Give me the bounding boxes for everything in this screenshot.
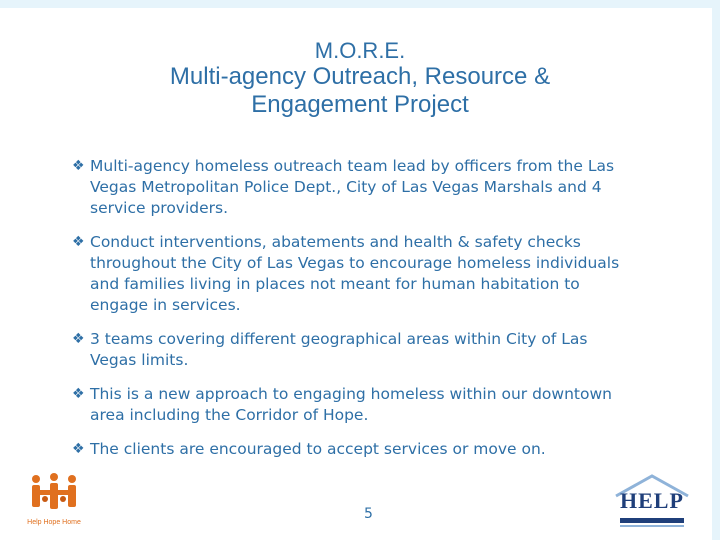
- bullet-item: [72, 439, 632, 460]
- bullet-diamond-icon: ❖: [72, 386, 85, 402]
- slide-title: [0, 38, 720, 118]
- title-line-1: M.O.R.E.: [314, 38, 406, 63]
- bullet-text: 3 teams covering different geographical areas within City of Las Vegas limits.: [90, 330, 588, 369]
- logo-caption: Help Hope Home: [27, 519, 81, 526]
- top-accent-bar: [0, 0, 720, 8]
- bullet-item: [72, 156, 632, 219]
- title-line-2: Multi-agency Outreach, Resource &: [169, 63, 551, 91]
- bullet-text: Conduct interventions, abatements and health & safety checks throughout the City of Las Vegas to encourage homeless individuals and families living in places not meant for human habitation to engage in services.: [90, 233, 620, 314]
- bullet-item: [72, 329, 632, 371]
- help-logo: [612, 474, 692, 530]
- help-logo-text: HELP: [620, 488, 684, 513]
- bullet-diamond-icon: ❖: [72, 441, 85, 457]
- page-number: 5: [364, 506, 373, 522]
- bullet-list: [72, 156, 632, 473]
- bullet-text: This is a new approach to engaging homeless within our downtown area including the Corridor of Hope.: [90, 385, 612, 424]
- help-hope-home-logo: [22, 472, 86, 526]
- bullet-item: [72, 232, 632, 316]
- bullet-diamond-icon: ❖: [72, 331, 85, 347]
- bullet-item: [72, 384, 632, 426]
- bullet-text: The clients are encouraged to accept services or move on.: [90, 440, 546, 458]
- family-figures-icon: [22, 472, 86, 516]
- bullet-diamond-icon: ❖: [72, 234, 85, 250]
- title-line-3: Engagement Project: [251, 90, 469, 118]
- bullet-diamond-icon: ❖: [72, 158, 85, 174]
- bullet-text: Multi-agency homeless outreach team lead by officers from the Las Vegas Metropolitan Police Dept., City of Las Vegas Marshals and 4 service providers.: [90, 157, 615, 217]
